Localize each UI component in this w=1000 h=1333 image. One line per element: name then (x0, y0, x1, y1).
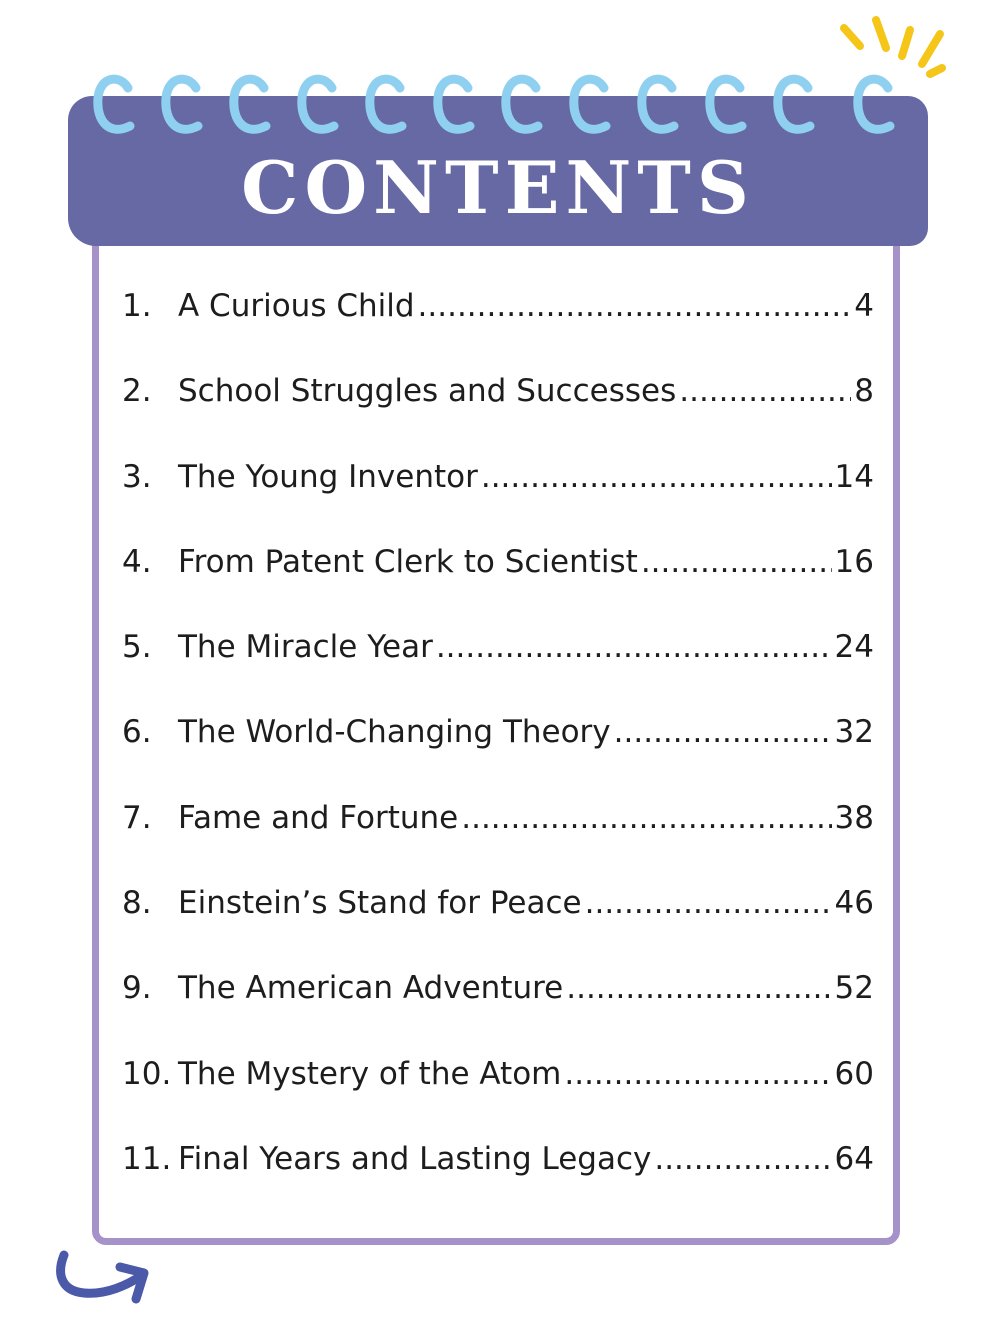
toc-entry[interactable] (122, 1056, 874, 1141)
chapter-number: 6. (122, 714, 152, 751)
spiral-ring-icon (90, 70, 140, 145)
chapter-title: Einstein’s Stand for Peace (178, 885, 582, 922)
toc-entry[interactable] (122, 1141, 874, 1226)
spiral-ring-icon (702, 70, 752, 145)
page-number: 14 (834, 458, 874, 495)
toc-entry[interactable] (122, 629, 874, 714)
spiral-binding (90, 70, 910, 150)
chapter-title: Final Years and Lasting Legacy (178, 1140, 652, 1177)
page-number: 16 (834, 543, 874, 580)
dot-leader (585, 885, 832, 921)
chapter-title: The Young Inventor (178, 458, 478, 495)
curved-arrow-icon (50, 1245, 160, 1320)
page-number: 46 (834, 885, 874, 922)
chapter-number: 2. (122, 373, 152, 410)
dot-leader (566, 970, 831, 1006)
dot-leader (481, 459, 832, 495)
dot-leader (436, 629, 832, 665)
dot-leader (641, 544, 832, 580)
dot-leader (564, 1056, 831, 1092)
dot-leader (461, 800, 831, 836)
chapter-title: School Struggles and Successes (178, 373, 677, 410)
page-number: 4 (854, 288, 874, 324)
dot-leader (418, 288, 852, 324)
spiral-ring-icon (498, 70, 548, 145)
page-number: 60 (834, 1055, 874, 1092)
chapter-number: 3. (122, 458, 152, 495)
spiral-ring-icon (430, 70, 480, 145)
dot-leader (679, 373, 851, 409)
page-number: 64 (834, 1140, 874, 1177)
chapter-title: The World-Changing Theory (178, 714, 611, 751)
page-title: CONTENTS (241, 145, 755, 230)
spiral-ring-icon (158, 70, 208, 145)
spiral-ring-icon (566, 70, 616, 145)
toc-entry[interactable] (122, 373, 874, 458)
toc-entry[interactable] (122, 800, 874, 885)
chapter-number: 10. (122, 1055, 172, 1092)
chapter-number: 11. (122, 1140, 172, 1177)
chapter-number: 7. (122, 799, 152, 836)
toc-entry[interactable] (122, 970, 874, 1055)
chapter-number: 9. (122, 970, 152, 1007)
toc-entry[interactable] (122, 544, 874, 629)
chapter-number: 1. (122, 288, 152, 324)
chapter-title: The Miracle Year (178, 629, 433, 666)
chapter-number: 4. (122, 543, 152, 580)
spiral-ring-icon (634, 70, 684, 145)
chapter-title: The Mystery of the Atom (178, 1055, 562, 1092)
dot-leader (654, 1141, 831, 1177)
chapter-title: Fame and Fortune (178, 799, 459, 836)
page-number: 38 (834, 799, 874, 836)
page-number: 52 (834, 970, 874, 1007)
sparkle-icon (830, 12, 960, 82)
chapter-number: 8. (122, 885, 152, 922)
toc-entry[interactable] (122, 459, 874, 544)
toc-entry[interactable] (122, 714, 874, 799)
spiral-ring-icon (362, 70, 412, 145)
toc-entry[interactable] (122, 288, 874, 373)
table-of-contents (122, 288, 874, 1226)
chapter-title: From Patent Clerk to Scientist (178, 543, 638, 580)
page-number: 8 (854, 373, 874, 410)
spiral-ring-icon (226, 70, 276, 145)
toc-entry[interactable] (122, 885, 874, 970)
chapter-title: The American Adventure (178, 970, 564, 1007)
chapter-number: 5. (122, 629, 152, 666)
spiral-ring-icon (294, 70, 344, 145)
page-number: 24 (834, 629, 874, 666)
chapter-title: A Curious Child (178, 288, 415, 324)
page-number: 32 (834, 714, 874, 751)
spiral-ring-icon (770, 70, 820, 145)
dot-leader (614, 714, 832, 750)
